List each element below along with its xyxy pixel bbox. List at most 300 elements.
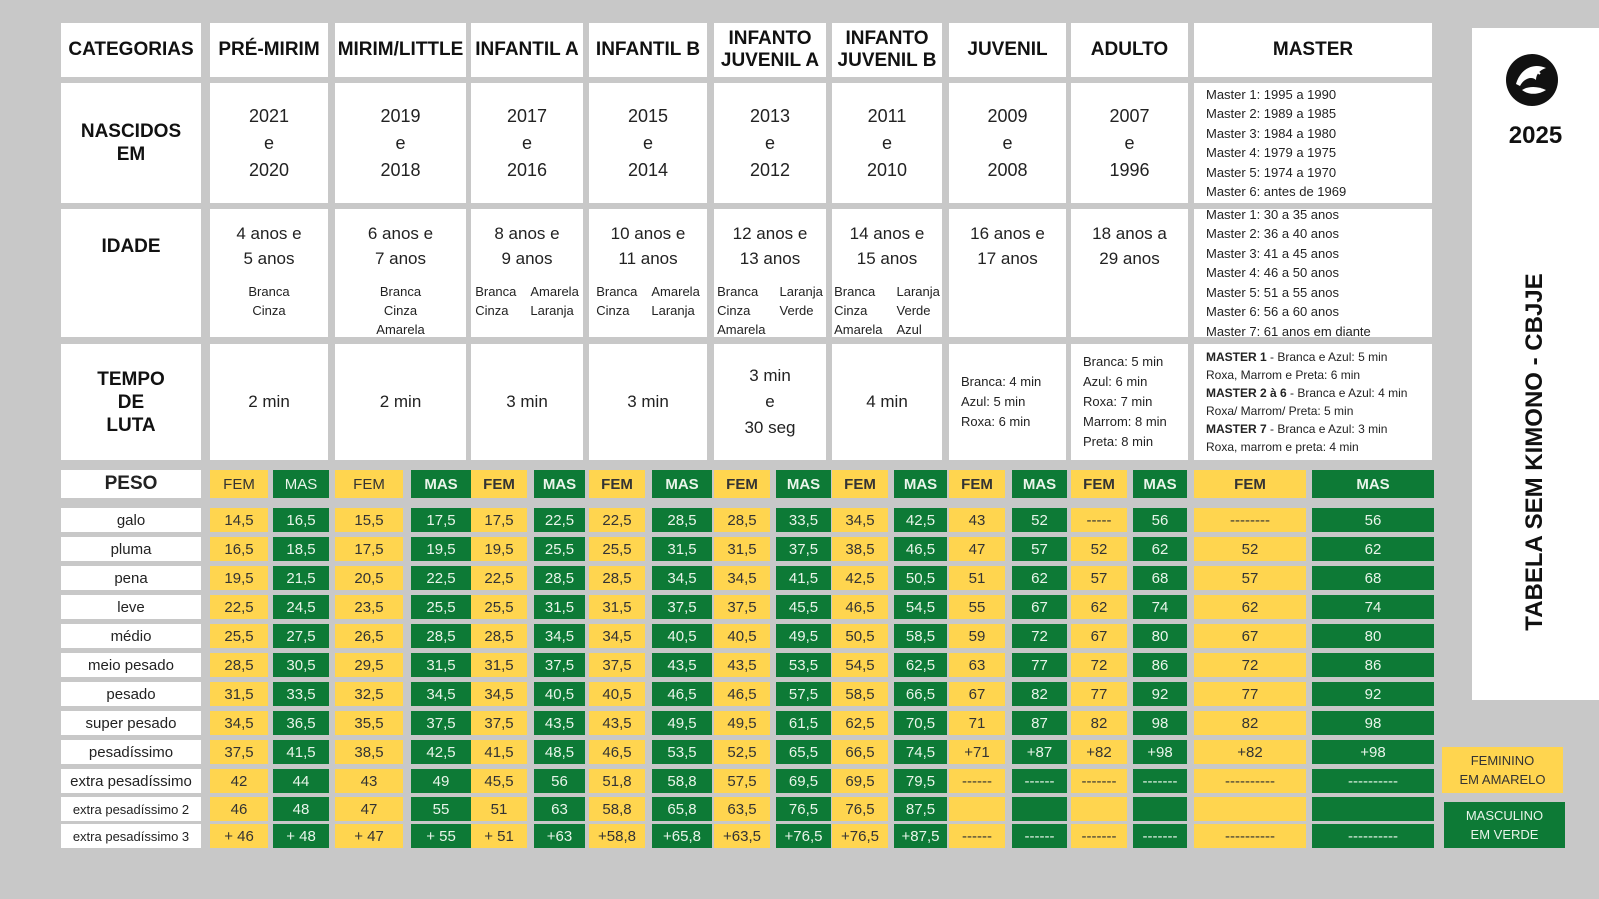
weight-mas: +65,8 bbox=[652, 824, 712, 848]
master-time-item bbox=[1206, 402, 1353, 420]
weight-fem: 47 bbox=[949, 537, 1005, 561]
weight-mas: 41,5 bbox=[273, 740, 329, 764]
fight-time bbox=[471, 344, 583, 460]
fight-time-line: 4 min bbox=[866, 392, 908, 411]
weight-fem: -------- bbox=[1194, 508, 1306, 532]
weight-label: PESO bbox=[61, 470, 201, 498]
weight-fem: +82 bbox=[1071, 740, 1127, 764]
weight-fem: 17,5 bbox=[335, 537, 403, 561]
fight-time-line: 2 min bbox=[248, 392, 290, 411]
born-conj: e bbox=[1124, 132, 1135, 153]
belt-item: Branca bbox=[834, 284, 876, 299]
born-label: NASCIDOS EM bbox=[61, 83, 201, 203]
born-years bbox=[832, 83, 942, 203]
weight-fem: 34,5 bbox=[471, 682, 527, 706]
weight-mas: 30,5 bbox=[273, 653, 329, 677]
age-line: 7 anos bbox=[374, 249, 427, 268]
mas-header: MAS bbox=[1133, 470, 1187, 498]
master-age-item: Master 3: 41 a 45 anos bbox=[1206, 245, 1339, 261]
weight-class-name: leve bbox=[61, 595, 201, 619]
weight-fem: 72 bbox=[1071, 653, 1127, 677]
master-time-group: MASTER 1 bbox=[1206, 350, 1267, 364]
weight-fem: 28,5 bbox=[714, 508, 770, 532]
weight-mas: 31,5 bbox=[534, 595, 585, 619]
weight-fem: 34,5 bbox=[210, 711, 268, 735]
master-time-text: - Branca e Azul: 4 min bbox=[1286, 386, 1408, 400]
weight-mas: +98 bbox=[1312, 740, 1434, 764]
weight-mas: 16,5 bbox=[273, 508, 329, 532]
weight-fem: 22,5 bbox=[589, 508, 645, 532]
weight-fem: 77 bbox=[1071, 682, 1127, 706]
weight-fem: 38,5 bbox=[832, 537, 888, 561]
weight-fem: 37,5 bbox=[589, 653, 645, 677]
master-age-item: Master 2: 36 a 40 anos bbox=[1206, 226, 1339, 242]
weight-mas: ------ bbox=[1012, 824, 1067, 848]
weight-mas: 21,5 bbox=[273, 566, 329, 590]
master-born-item: Master 2: 1989 a 1985 bbox=[1206, 106, 1337, 121]
weight-mas: 54,5 bbox=[894, 595, 947, 619]
belt-item: Azul bbox=[896, 322, 922, 337]
weight-mas: + 48 bbox=[273, 824, 329, 848]
weight-mas: 56 bbox=[1133, 508, 1187, 532]
weight-class-name: extra pesadíssimo 3 bbox=[61, 824, 201, 848]
age-line: 12 anos e bbox=[732, 224, 808, 243]
weight-fem: +76,5 bbox=[832, 824, 888, 848]
weight-fem: ------ bbox=[949, 824, 1005, 848]
weight-mas: 87,5 bbox=[894, 797, 947, 821]
weight-mas: 48,5 bbox=[534, 740, 585, 764]
master-age-item: Master 1: 30 a 35 anos bbox=[1206, 206, 1339, 222]
age-line: 18 anos a bbox=[1092, 224, 1167, 243]
mas-header: MAS bbox=[1312, 470, 1434, 498]
age-range bbox=[589, 209, 707, 337]
age-line: 29 anos bbox=[1099, 249, 1160, 268]
fem-header: FEM bbox=[714, 470, 770, 498]
born-conj: e bbox=[881, 132, 892, 153]
age-line: 4 anos e bbox=[236, 224, 302, 243]
weight-class-name: pesado bbox=[61, 682, 201, 706]
weight-fem: 46,5 bbox=[589, 740, 645, 764]
category-header: MIRIM/LITTLE bbox=[335, 23, 466, 77]
weight-fem: 16,5 bbox=[210, 537, 268, 561]
weight-class-name: pluma bbox=[61, 537, 201, 561]
master-born-list bbox=[1194, 83, 1432, 203]
age-line: 13 anos bbox=[739, 249, 801, 268]
master-time-item bbox=[1206, 438, 1359, 456]
born-year-end: 2016 bbox=[506, 159, 548, 180]
weight-fem: 62,5 bbox=[832, 711, 888, 735]
fight-time bbox=[210, 344, 328, 460]
weight-fem: +63,5 bbox=[714, 824, 770, 848]
fem-header: FEM bbox=[832, 470, 888, 498]
side-panel bbox=[1472, 28, 1599, 700]
weight-mas: ---------- bbox=[1312, 824, 1434, 848]
weight-mas: 98 bbox=[1133, 711, 1187, 735]
belt-list bbox=[248, 282, 289, 320]
fem-header: FEM bbox=[471, 470, 527, 498]
weight-fem: 19,5 bbox=[471, 537, 527, 561]
belt-list bbox=[475, 282, 579, 320]
weight-mas: 45,5 bbox=[776, 595, 831, 619]
belt-item: Laranja bbox=[896, 284, 940, 299]
belt-item: Amarela bbox=[530, 284, 579, 299]
weight-mas: 24,5 bbox=[273, 595, 329, 619]
time-label: TEMPO DE LUTA bbox=[61, 344, 201, 460]
age-line: 15 anos bbox=[856, 249, 918, 268]
weight-fem: 43,5 bbox=[714, 653, 770, 677]
weight-fem: + 46 bbox=[210, 824, 268, 848]
weight-mas: ------- bbox=[1133, 824, 1187, 848]
belt-item: Verde bbox=[779, 303, 814, 318]
fem-header: FEM bbox=[589, 470, 645, 498]
born-year-start: 2021 bbox=[248, 105, 290, 126]
master-time-group: MASTER 2 à 6 bbox=[1206, 386, 1287, 400]
weight-fem bbox=[1071, 797, 1127, 821]
weight-fem: 50,5 bbox=[832, 624, 888, 648]
weight-fem: 34,5 bbox=[714, 566, 770, 590]
weight-fem: 35,5 bbox=[335, 711, 403, 735]
master-time-item bbox=[1206, 384, 1407, 402]
weight-mas: 40,5 bbox=[534, 682, 585, 706]
fem-header: FEM bbox=[335, 470, 403, 498]
weight-fem: +82 bbox=[1194, 740, 1306, 764]
weight-mas: 37,5 bbox=[411, 711, 471, 735]
weight-fem: 31,5 bbox=[210, 682, 268, 706]
weight-class-name: extra pesadíssimo bbox=[61, 769, 201, 793]
weight-class-name: pesadíssimo bbox=[61, 740, 201, 764]
cbjje-logo-icon bbox=[1502, 50, 1562, 110]
master-born-item: Master 5: 1974 a 1970 bbox=[1206, 164, 1337, 180]
master-time-text: Roxa, marrom e preta: 4 min bbox=[1206, 440, 1359, 454]
fight-time-line: Roxa: 6 min bbox=[961, 414, 1031, 429]
mas-header: MAS bbox=[273, 470, 329, 498]
weight-fem: 40,5 bbox=[589, 682, 645, 706]
belt-item: Cinza bbox=[383, 303, 418, 318]
weight-mas: 92 bbox=[1312, 682, 1434, 706]
age-line: 16 anos e bbox=[970, 224, 1045, 243]
belt-item bbox=[780, 320, 823, 339]
weight-mas: 37,5 bbox=[652, 595, 712, 619]
weight-fem: 57,5 bbox=[714, 769, 770, 793]
master-time-item bbox=[1206, 366, 1360, 384]
weight-mas: 52 bbox=[1012, 508, 1067, 532]
weight-fem: 49,5 bbox=[714, 711, 770, 735]
weight-fem: ------- bbox=[1071, 769, 1127, 793]
weight-mas: 87 bbox=[1012, 711, 1067, 735]
mas-header: MAS bbox=[1012, 470, 1067, 498]
fight-time bbox=[949, 344, 1066, 460]
weight-mas: 74 bbox=[1133, 595, 1187, 619]
weight-fem: 55 bbox=[949, 595, 1005, 619]
born-year-start: 2017 bbox=[506, 105, 548, 126]
born-year-end: 2020 bbox=[248, 159, 290, 180]
weight-mas: 42,5 bbox=[411, 740, 471, 764]
weight-mas bbox=[1312, 797, 1434, 821]
weight-fem: 14,5 bbox=[210, 508, 268, 532]
weight-mas: 34,5 bbox=[652, 566, 712, 590]
weight-fem: 67 bbox=[1194, 624, 1306, 648]
born-year-end: 1996 bbox=[1109, 159, 1150, 180]
weight-fem: 26,5 bbox=[335, 624, 403, 648]
weight-fem: 31,5 bbox=[589, 595, 645, 619]
weight-fem: 25,5 bbox=[210, 624, 268, 648]
weight-mas: ---------- bbox=[1312, 769, 1434, 793]
weight-mas: 69,5 bbox=[776, 769, 831, 793]
born-year-start: 2009 bbox=[987, 105, 1028, 126]
born-conj: e bbox=[521, 132, 532, 153]
weight-fem: 37,5 bbox=[471, 711, 527, 735]
age-range bbox=[471, 209, 583, 337]
weight-mas: 86 bbox=[1133, 653, 1187, 677]
weight-fem: 63,5 bbox=[714, 797, 770, 821]
weight-mas: 37,5 bbox=[534, 653, 585, 677]
master-time-text: - Branca e Azul: 3 min bbox=[1266, 422, 1388, 436]
category-header: JUVENIL bbox=[949, 23, 1066, 77]
weight-class-name: super pesado bbox=[61, 711, 201, 735]
weight-fem: 82 bbox=[1071, 711, 1127, 735]
born-conj: e bbox=[1002, 132, 1013, 153]
master-time-text: Roxa/ Marrom/ Preta: 5 min bbox=[1206, 404, 1354, 418]
weight-fem: 42 bbox=[210, 769, 268, 793]
weight-fem: 34,5 bbox=[589, 624, 645, 648]
weight-mas: 76,5 bbox=[776, 797, 831, 821]
weight-mas: 18,5 bbox=[273, 537, 329, 561]
weight-fem: 29,5 bbox=[335, 653, 403, 677]
belt-list bbox=[596, 282, 700, 320]
master-age-item: Master 5: 51 a 55 anos bbox=[1206, 284, 1339, 300]
weight-mas: 43,5 bbox=[652, 653, 712, 677]
weight-mas: 68 bbox=[1312, 566, 1434, 590]
mas-header: MAS bbox=[776, 470, 831, 498]
age-range bbox=[210, 209, 328, 337]
fight-time bbox=[589, 344, 707, 460]
weight-mas: 34,5 bbox=[534, 624, 585, 648]
fight-time-line: 3 min bbox=[506, 392, 548, 411]
weight-mas bbox=[1012, 797, 1067, 821]
weight-mas: 65,8 bbox=[652, 797, 712, 821]
weight-fem: 67 bbox=[949, 682, 1005, 706]
fem-header: FEM bbox=[1194, 470, 1306, 498]
weight-fem: 22,5 bbox=[210, 595, 268, 619]
weight-fem: ------- bbox=[1071, 824, 1127, 848]
weight-mas: 66,5 bbox=[894, 682, 947, 706]
weight-mas: 43,5 bbox=[534, 711, 585, 735]
weight-class-name: galo bbox=[61, 508, 201, 532]
born-year-end: 2008 bbox=[987, 159, 1028, 180]
born-years bbox=[714, 83, 826, 203]
belt-list bbox=[834, 282, 940, 339]
weight-mas: 58,8 bbox=[652, 769, 712, 793]
weight-mas: 77 bbox=[1012, 653, 1067, 677]
belt-item: Laranja bbox=[779, 284, 823, 299]
weight-fem: 62 bbox=[1194, 595, 1306, 619]
belt-list bbox=[376, 282, 424, 339]
born-year-end: 2010 bbox=[866, 159, 908, 180]
weight-fem: 76,5 bbox=[832, 797, 888, 821]
age-line: 11 anos bbox=[618, 249, 678, 268]
age-line: 8 anos e bbox=[494, 224, 560, 243]
weight-mas: 53,5 bbox=[776, 653, 831, 677]
fem-header: FEM bbox=[210, 470, 268, 498]
master-time-item bbox=[1206, 420, 1387, 438]
age-line: 9 anos bbox=[501, 249, 553, 268]
weight-mas: 67 bbox=[1012, 595, 1067, 619]
weight-mas: 56 bbox=[1312, 508, 1434, 532]
weight-mas: 72 bbox=[1012, 624, 1067, 648]
weight-mas: 79,5 bbox=[894, 769, 947, 793]
weight-mas: +87,5 bbox=[894, 824, 947, 848]
weight-fem: 41,5 bbox=[471, 740, 527, 764]
weight-mas: 33,5 bbox=[776, 508, 831, 532]
fight-time-line: Branca: 5 min bbox=[1083, 354, 1164, 369]
category-header: ADULTO bbox=[1071, 23, 1188, 77]
weight-fem: 69,5 bbox=[832, 769, 888, 793]
fight-time bbox=[1071, 344, 1188, 460]
weight-mas: 65,5 bbox=[776, 740, 831, 764]
weight-mas: +76,5 bbox=[776, 824, 831, 848]
weight-mas: 33,5 bbox=[273, 682, 329, 706]
belt-item: Laranja bbox=[530, 303, 574, 318]
weight-fem: 58,8 bbox=[589, 797, 645, 821]
weight-fem: 52,5 bbox=[714, 740, 770, 764]
weight-fem: +71 bbox=[949, 740, 1005, 764]
born-years bbox=[949, 83, 1066, 203]
weight-fem: 52 bbox=[1194, 537, 1306, 561]
fight-time-line: 3 min bbox=[627, 392, 669, 411]
age-line: 5 anos bbox=[243, 249, 295, 268]
weight-mas: 86 bbox=[1312, 653, 1434, 677]
fight-time-line: e bbox=[765, 392, 775, 411]
weight-mas: 49,5 bbox=[776, 624, 831, 648]
weight-fem: ---------- bbox=[1194, 769, 1306, 793]
belt-list bbox=[717, 282, 823, 339]
weight-fem: +58,8 bbox=[589, 824, 645, 848]
weight-mas: 34,5 bbox=[411, 682, 471, 706]
category-header: INFANTIL A bbox=[471, 23, 583, 77]
weight-mas: +63 bbox=[534, 824, 585, 848]
weight-class-name: extra pesadíssimo 2 bbox=[61, 797, 201, 821]
category-header: INFANTO JUVENIL A bbox=[714, 23, 826, 77]
weight-fem: 52 bbox=[1071, 537, 1127, 561]
mas-header: MAS bbox=[411, 470, 471, 498]
weight-mas: +87 bbox=[1012, 740, 1067, 764]
weight-mas: 25,5 bbox=[534, 537, 585, 561]
fight-time-line: Azul: 6 min bbox=[1083, 374, 1148, 389]
master-time-list bbox=[1194, 344, 1432, 460]
weight-mas: 27,5 bbox=[273, 624, 329, 648]
weight-fem: 31,5 bbox=[471, 653, 527, 677]
weight-fem: 63 bbox=[949, 653, 1005, 677]
fight-time-line: Roxa: 7 min bbox=[1083, 394, 1153, 409]
weight-mas: + 55 bbox=[411, 824, 471, 848]
weight-class-name: meio pesado bbox=[61, 653, 201, 677]
weight-mas: 62 bbox=[1312, 537, 1434, 561]
belt-item: Cinza bbox=[834, 303, 868, 318]
age-line: 10 anos e bbox=[610, 224, 686, 243]
weight-fem: 25,5 bbox=[589, 537, 645, 561]
weight-fem: 67 bbox=[1071, 624, 1127, 648]
year-label: 2025 bbox=[1508, 122, 1563, 149]
belt-item: Cinza bbox=[596, 303, 630, 318]
weight-fem: ----- bbox=[1071, 508, 1127, 532]
weight-mas: 92 bbox=[1133, 682, 1187, 706]
master-age-item: Master 4: 46 a 50 anos bbox=[1206, 265, 1339, 281]
fem-header: FEM bbox=[1071, 470, 1127, 498]
born-years bbox=[210, 83, 328, 203]
weight-mas: 82 bbox=[1012, 682, 1067, 706]
weight-mas: 36,5 bbox=[273, 711, 329, 735]
fight-time-line: Marrom: 8 min bbox=[1083, 414, 1167, 429]
weight-fem: 31,5 bbox=[714, 537, 770, 561]
weight-fem: 34,5 bbox=[832, 508, 888, 532]
weight-mas: 41,5 bbox=[776, 566, 831, 590]
belt-item: Cinza bbox=[252, 303, 286, 318]
belt-item: Branca bbox=[596, 284, 638, 299]
weight-class-name: pena bbox=[61, 566, 201, 590]
weight-mas: 55 bbox=[411, 797, 471, 821]
born-year-start: 2013 bbox=[749, 105, 791, 126]
born-year-start: 2015 bbox=[627, 105, 669, 126]
categories-label: CATEGORIAS bbox=[61, 23, 201, 77]
weight-fem: 22,5 bbox=[471, 566, 527, 590]
belt-item: Branca bbox=[379, 284, 422, 299]
born-conj: e bbox=[764, 132, 775, 153]
fight-time-line: 3 min bbox=[749, 366, 791, 385]
belt-item: Branca bbox=[717, 284, 759, 299]
born-years bbox=[1071, 83, 1188, 203]
weight-fem: 37,5 bbox=[714, 595, 770, 619]
born-conj: e bbox=[642, 132, 653, 153]
weight-mas: 57 bbox=[1012, 537, 1067, 561]
weight-fem: 46 bbox=[210, 797, 268, 821]
weight-fem: ---------- bbox=[1194, 824, 1306, 848]
belt-item: Verde bbox=[896, 303, 931, 318]
weight-mas: 57,5 bbox=[776, 682, 831, 706]
master-born-item: Master 3: 1984 a 1980 bbox=[1206, 125, 1337, 141]
category-header: INFANTO JUVENIL B bbox=[832, 23, 942, 77]
weight-mas: ------ bbox=[1012, 769, 1067, 793]
belt-item: Cinza bbox=[475, 303, 509, 318]
born-year-start: 2007 bbox=[1109, 105, 1150, 126]
fem-header: FEM bbox=[949, 470, 1005, 498]
born-year-end: 2012 bbox=[749, 159, 791, 180]
weight-fem: 43 bbox=[949, 508, 1005, 532]
fight-time bbox=[714, 344, 826, 460]
age-line: 14 anos e bbox=[849, 224, 925, 243]
weight-fem bbox=[1194, 797, 1306, 821]
weight-mas: 53,5 bbox=[652, 740, 712, 764]
weight-mas: 61,5 bbox=[776, 711, 831, 735]
weight-fem: ------ bbox=[949, 769, 1005, 793]
master-time-group: MASTER 7 bbox=[1206, 422, 1267, 436]
weight-fem: 54,5 bbox=[832, 653, 888, 677]
weight-mas: 46,5 bbox=[652, 682, 712, 706]
belt-item: Laranja bbox=[651, 303, 695, 318]
age-line: 17 anos bbox=[977, 249, 1038, 268]
weight-mas: 25,5 bbox=[411, 595, 471, 619]
belt-item: Amarela bbox=[834, 322, 883, 337]
master-time-text: - Branca e Azul: 5 min bbox=[1266, 350, 1388, 364]
master-age-item: Master 7: 61 anos em diante bbox=[1206, 323, 1371, 339]
weight-fem: 23,5 bbox=[335, 595, 403, 619]
age-range bbox=[832, 209, 942, 337]
weight-fem: 62 bbox=[1071, 595, 1127, 619]
weight-mas: 63 bbox=[534, 797, 585, 821]
belt-item: Amarela bbox=[376, 322, 425, 337]
weight-fem: 19,5 bbox=[210, 566, 268, 590]
weight-fem: 82 bbox=[1194, 711, 1306, 735]
weight-fem: 25,5 bbox=[471, 595, 527, 619]
